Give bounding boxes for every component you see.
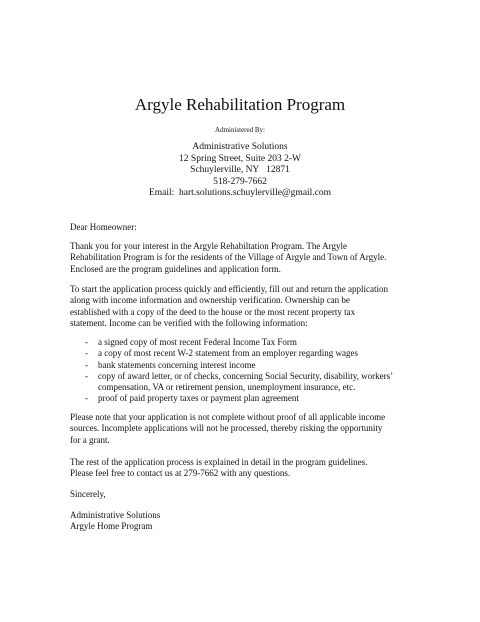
paragraph-line: Thank you for your interest in the Argyle Rehabiltation Program. The Argyle bbox=[70, 241, 347, 251]
paragraph-line: statement. Income can be verified with the following information: bbox=[70, 317, 308, 328]
paragraph-line: Please note that your application is not complete without proof of all applicable income bbox=[70, 412, 386, 422]
email-address: Email: hart.solutions.schuylerville@gmail.com bbox=[148, 188, 332, 198]
income-verification-list bbox=[70, 337, 415, 405]
paragraph-line: for a grant. bbox=[70, 434, 110, 445]
paragraph-line: Enclosed are the program guidelines and application form. bbox=[70, 263, 281, 274]
paragraph-line: established with a copy of the deed to the house or the most recent property tax bbox=[70, 306, 356, 317]
list-item bbox=[70, 337, 415, 348]
list-item-text: a copy of most recent W-2 statement from an employer regarding wages bbox=[98, 348, 358, 359]
paragraph-line: Rehabilitation Program is for the residents of the Village of Argyle and Town of Argyle. bbox=[70, 252, 387, 263]
street-address: 12 Spring Street, Suite 203 2-W bbox=[179, 153, 301, 164]
list-item bbox=[70, 393, 415, 404]
bullet-dash: - bbox=[85, 393, 88, 404]
list-item-text-continued: compensation, VA or retirement pension, unemployment insurance, etc. bbox=[98, 382, 356, 393]
closing bbox=[70, 489, 415, 500]
paragraph-application bbox=[70, 284, 415, 329]
paragraph-contact bbox=[70, 457, 415, 480]
city-state-zip: Schuylerville, NY 12871 bbox=[190, 165, 290, 175]
phone-number: 518-279-7662 bbox=[213, 176, 267, 187]
administered-by-label: Administered By: bbox=[215, 126, 265, 134]
signature-line: Argyle Home Program bbox=[70, 521, 153, 532]
bullet-dash: - bbox=[85, 370, 88, 381]
salutation-text: Dear Homeowner: bbox=[70, 222, 137, 232]
list-item-text: a signed copy of most recent Federal Income Tax Form bbox=[98, 337, 297, 347]
list-item-text: copy of award letter, or of checks, concerning Social Security, disability, workers’ bbox=[98, 370, 394, 381]
list-item bbox=[70, 360, 415, 371]
paragraph-intro bbox=[70, 241, 415, 275]
bullet-dash: - bbox=[85, 348, 88, 359]
paragraph-incomplete-notice bbox=[70, 412, 415, 446]
address-block bbox=[0, 142, 480, 200]
signature-block bbox=[70, 510, 415, 533]
list-item bbox=[70, 348, 415, 359]
paragraph-line: To start the application process quickly and efficiently, fill out and return the application bbox=[70, 284, 389, 294]
bullet-dash: - bbox=[85, 337, 88, 347]
list-item bbox=[70, 371, 415, 394]
list-item-text: bank statements concerning interest income bbox=[98, 359, 256, 370]
bullet-dash: - bbox=[85, 359, 88, 370]
salutation bbox=[70, 222, 415, 233]
page-title: Argyle Rehabilitation Program bbox=[134, 95, 346, 114]
org-name: Administrative Solutions bbox=[192, 142, 288, 152]
paragraph-line: Please feel free to contact us at 279-7662 with any questions. bbox=[70, 468, 291, 479]
paragraph-line: The rest of the application process is explained in detail in the program guidelines. bbox=[70, 457, 368, 467]
paragraph-line: along with income information and ownership verification. Ownership can be bbox=[70, 295, 350, 306]
closing-text: Sincerely, bbox=[70, 489, 106, 499]
signature-line: Administrative Solutions bbox=[70, 510, 161, 520]
list-item-text: proof of paid property taxes or payment plan agreement bbox=[98, 393, 299, 404]
paragraph-line: sources. Incomplete applications will not be processed, thereby risking the opportunity bbox=[70, 423, 383, 434]
